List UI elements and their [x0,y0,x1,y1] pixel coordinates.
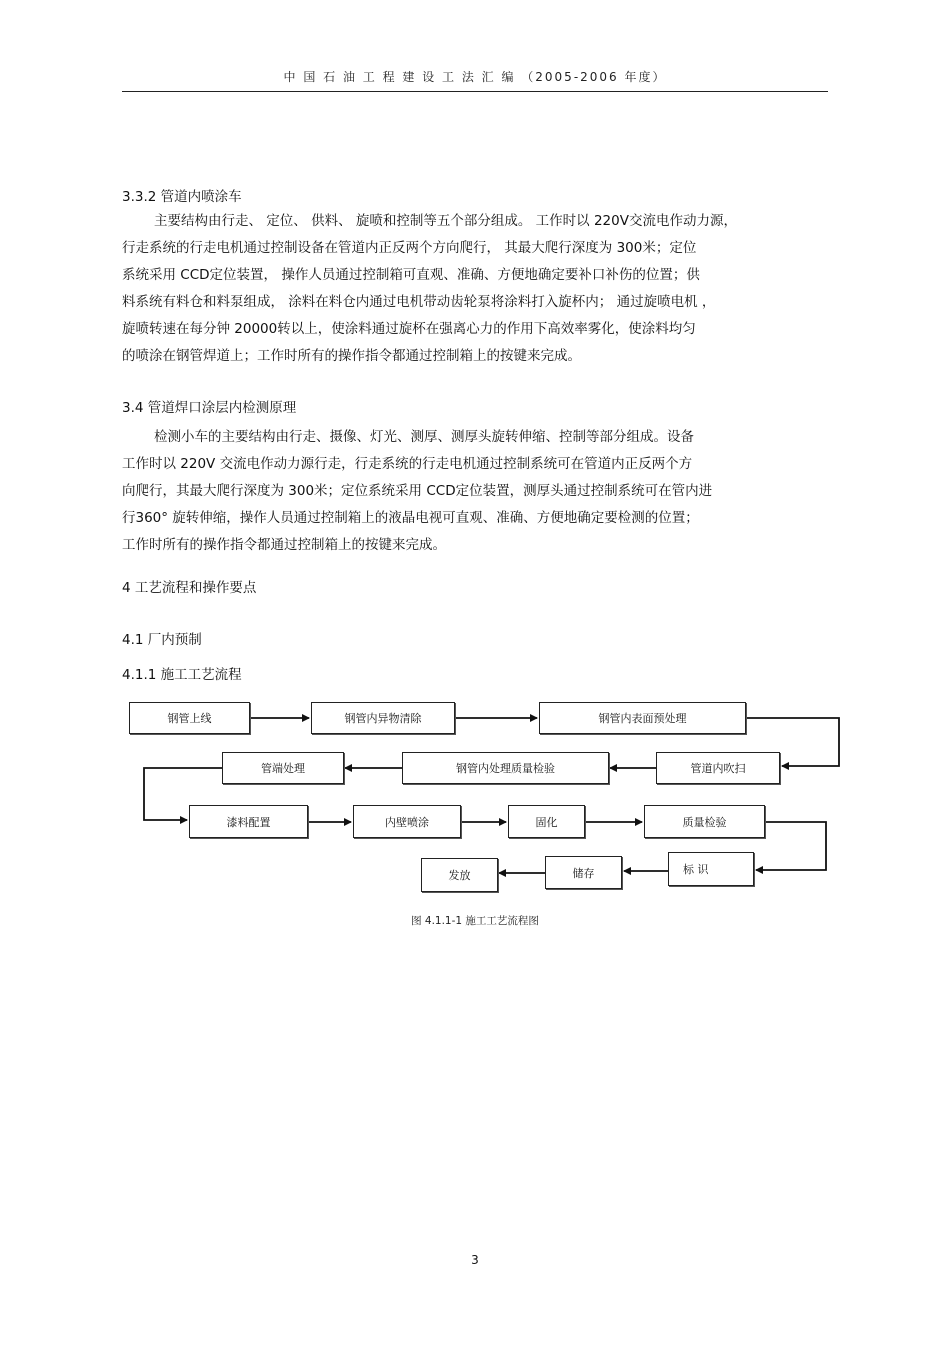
flow-node-pipe-loading: 钢管上线 [129,702,250,734]
heading-4-1-1: 4.1.1 施工工艺流程 [122,667,242,683]
paragraph-line: 向爬行，其最大爬行深度为 300米；定位系统采用 CCD定位装置，测厚头通过控制系统可在管内进 [122,483,713,499]
flow-node-marking: 标 识 [668,852,754,886]
paragraph-line: 行走系统的行走电机通过控制设备在管道内正反两个方向爬行， 其最大爬行深度为 300米；定位 [122,240,697,256]
paragraph-line: 工作时所有的操作指令都通过控制箱上的按键来完成。 [122,537,446,553]
flow-node-treatment-inspection: 钢管内处理质量检验 [402,752,609,784]
flow-node-pipe-end-treatment: 管端处理 [222,752,344,784]
flow-node-quality-inspection: 质量检验 [644,805,765,838]
paragraph-line: 工作时以 220V 交流电作动力源行走，行走系统的行走电机通过控制系统可在管道内正反两个方 [122,456,693,472]
paragraph-line: 检测小车的主要结构由行走、摄像、灯光、测厚、测厚头旋转伸缩、控制等部分组成。设备 [154,429,694,445]
heading-4-1: 4.1 厂内预制 [122,632,202,648]
figure-caption: 图 4.1.1-1 施工工艺流程图 [411,915,539,927]
flow-node-paint-preparation: 漆料配置 [189,805,308,838]
running-header: 中 国 石 油 工 程 建 设 工 法 汇 编 （2005-2006 年度） [283,70,667,84]
paragraph-line: 系统采用 CCD定位装置， 操作人员通过控制箱可直观、准确、方便地确定要补口补伤的位置；供 [122,267,700,283]
page-number: 3 [471,1253,479,1267]
paragraph-line: 料系统有料仓和料泵组成， 涂料在料仓内通过电机带动齿轮泵将涂料打入旋杯内； 通过旋喷电机 ， [122,294,716,310]
flow-node-curing: 固化 [508,805,585,838]
flow-node-foreign-matter-removal: 钢管内异物清除 [311,702,455,734]
paragraph-line: 的喷涂在钢管焊道上；工作时所有的操作指令都通过控制箱上的按键来完成。 [122,348,581,364]
heading-3-3-2: 3.3.2 管道内喷涂车 [122,189,242,205]
paragraph-line: 主要结构由行走、 定位、 供料、 旋喷和控制等五个部分组成。 工作时以 220V交流电作动力源， [154,213,737,229]
heading-3-4: 3.4 管道焊口涂层内检测原理 [122,400,297,416]
heading-4: 4 工艺流程和操作要点 [122,580,257,596]
flow-node-dispatch: 发放 [421,858,498,892]
flow-node-pipe-purging: 管道内吹扫 [656,752,780,784]
paragraph-line: 旋喷转速在每分钟 20000转以上，使涂料通过旋杯在强离心力的作用下高效率雾化，使涂料均匀 [122,321,696,337]
flow-node-storage: 储存 [545,856,622,889]
flow-node-inner-spraying: 内壁喷涂 [353,805,461,838]
flow-node-surface-pretreatment: 钢管内表面预处理 [539,702,746,734]
arrow-n10-n13 [756,822,826,870]
paragraph-line: 行360° 旋转伸缩，操作人员通过控制箱上的液晶电视可直观、准确、方便地确定要检测的位置； [122,510,699,526]
